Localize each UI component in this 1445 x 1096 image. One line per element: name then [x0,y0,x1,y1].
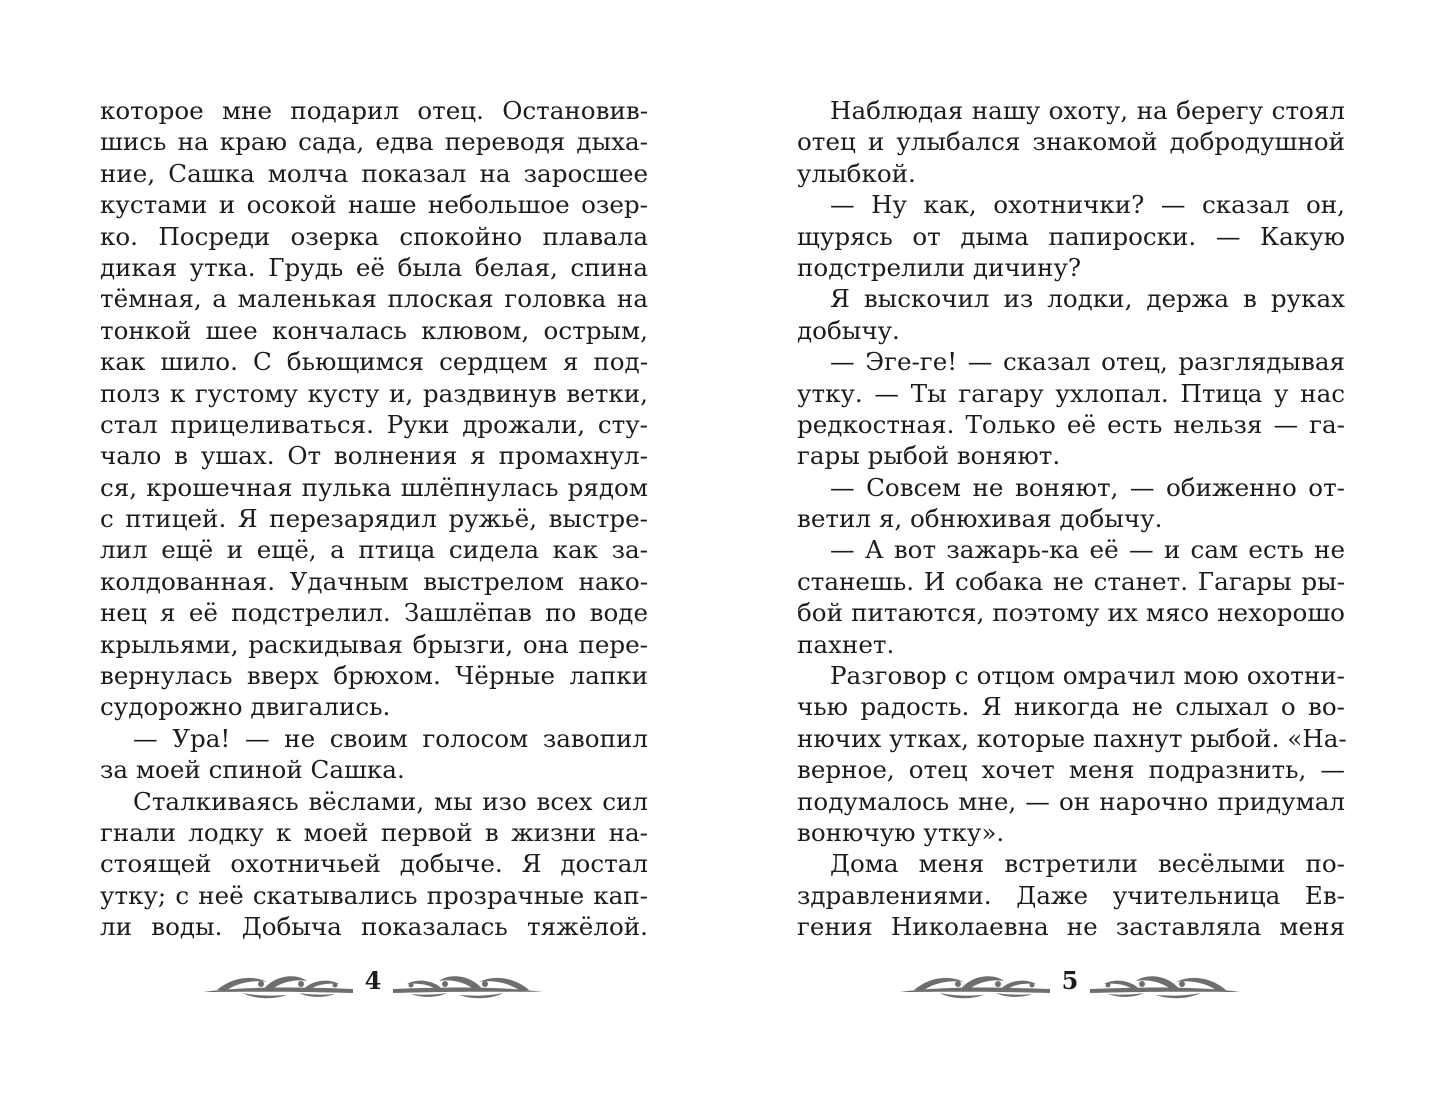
right-page-body [797,95,1345,943]
text-line: ветил я, обнюхивая добычу. [797,504,1163,534]
text-line: щурясь от дыма папироски. — Какую [797,221,1345,251]
text-line: с птицей. Я перезарядил ружьё, выстре- [100,504,648,534]
text-line: подумалось мне, — он нарочно придумал [797,786,1345,816]
text-line: лил ещё и ещё, а птица сидела как за- [100,535,648,565]
text-line: — А вот зажарь-ка её — и сам есть не [830,535,1345,565]
text-line: которое мне подарил отец. Остановив- [100,96,648,125]
left-page-body [100,95,648,943]
text-line: пахнет. [797,629,895,659]
text-line: чало в ушах. От волнения я промахнул- [100,441,648,471]
page-number: 5 [1061,966,1079,995]
text-line: ли воды. Добыча показалась тяжёлой. [100,912,648,942]
text-line: Сталкиваясь вёслами, мы изо всех сил [133,786,648,816]
text-line: гары рыбой воняют. [797,441,1061,471]
text-line: — Ура! — не своим голосом завопил [133,723,648,753]
text-line: Я выскочил из лодки, держа в руках [830,284,1345,314]
text-line: ся, крошечная пулька шлёпнулась рядом [100,472,648,502]
text-line: стоящей охотничьей добыче. Я достал [100,849,648,879]
text-line: чью радость. Я никогда не слыхал о во- [797,692,1345,722]
text-line: ко. Посреди озерка спокойно плавала [100,221,648,251]
text-line: верное, отец хочет меня подразнить, — [797,755,1345,785]
text-line: отец и улыбался знакомой добродушной [797,127,1345,157]
text-line: шись на краю сада, едва переводя дыха- [100,127,648,157]
text-line: гнали лодку к моей первой в жизни на- [100,817,648,847]
text-line: станешь. И собака не станет. Гагары ры- [797,566,1345,596]
text-line: вонючую утку». [797,817,1005,847]
text-line: — Эге-ге! — сказал отец, разглядывая [830,347,1345,377]
text-line: — Совсем не воняют, — обиженно от- [830,472,1345,502]
text-line: крыльями, раскидывая брызги, она пере- [100,629,648,659]
text-line: улыбкой. [797,158,916,188]
text-line: нец я её подстрелил. Зашлёпав по воде [100,598,648,628]
flourish-right-icon [1090,962,1240,1002]
text-line: утку. — Ты гагару ухлопал. Птица у нас [797,378,1345,408]
text-line: тёмная, а маленькая плоская головка на [100,284,648,314]
text-line: утку; с неё скатывались прозрачные кап- [100,880,648,910]
text-line: добычу. [797,315,900,345]
text-line: вернулась вверх брюхом. Чёрные лапки [100,661,648,691]
text-line: Наблюдая нашу охоту, на берегу стоял [830,96,1345,125]
text-line: подстрелили дичину? [797,252,1082,282]
flourish-left-icon [900,962,1050,1002]
flourish-left-icon [203,962,353,1002]
text-line: — Ну как, охотнички? — сказал он, [830,190,1345,220]
page-number: 4 [364,966,382,995]
text-line: стал прицеливаться. Руки дрожали, сту- [100,409,648,439]
text-line: здравлениями. Даже учительница Ев- [797,880,1345,910]
text-line: полз к густому кусту и, раздвинув ветки, [100,378,648,408]
text-line: ние, Сашка молча показал на заросшее [100,158,648,188]
text-line: нючих утках, которые пахнут рыбой. «На- [797,723,1347,753]
text-line: за моей спиной Сашка. [100,755,405,785]
text-line: редкостная. Только её есть нельзя — га- [797,409,1345,439]
text-line: гения Николаевна не заставляла меня [797,912,1345,942]
text-line: дикая утка. Грудь её была белая, спина [100,252,648,282]
text-line: как шило. С бьющимся сердцем я под- [100,347,648,377]
flourish-right-icon [393,962,543,1002]
text-line: бой питаются, поэтому их мясо нехорошо [797,598,1345,628]
right-page-footer [900,962,1240,1002]
text-line: тонкой шее кончалась клювом, острым, [100,315,648,345]
left-page-footer [203,962,543,1002]
text-line: судорожно двигались. [100,692,391,722]
text-line: кустами и осокой наше небольшое озер- [100,190,648,220]
text-line: Дома меня встретили весёлыми по- [830,849,1345,879]
text-line: Разговор с отцом омрачил мою охотни- [830,661,1345,691]
text-line: колдованная. Удачным выстрелом нако- [100,566,648,596]
